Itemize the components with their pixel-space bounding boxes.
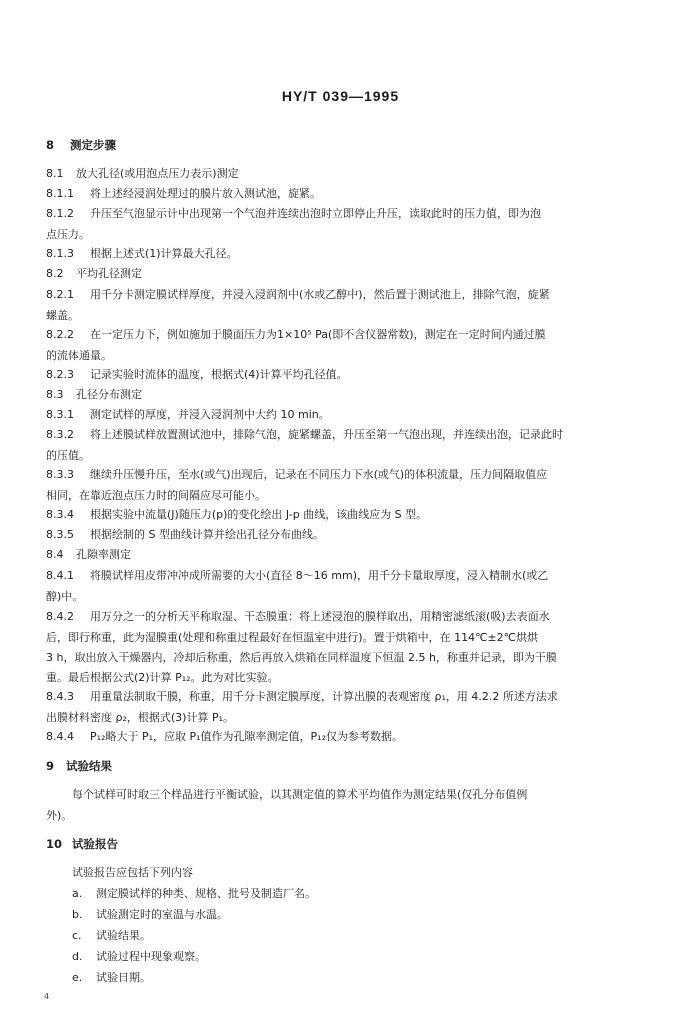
clause-number: 8.1 [46, 167, 64, 180]
clause-number: 8.2 [46, 267, 64, 280]
clause-number: 8.3.2 [46, 428, 74, 441]
clause-text: 在一定压力下，例如施加于膜面压力为1×10⁵ Pa(即不含仪器常数)，测定在一定时间内通过膜 [90, 328, 546, 341]
list-marker: e. [72, 971, 83, 984]
clause-text-cont: 的压值。 [46, 449, 90, 462]
list-marker: b. [72, 908, 83, 921]
clause-number: 8.4.2 [46, 610, 74, 623]
list-text: 试验过程中现象观察。 [96, 950, 206, 963]
clause-text: 用万分之一的分析天平称取湿、干态膜重：将上述浸泡的膜样取出，用精密滤纸滚(吸)去表面水 [90, 610, 550, 623]
paragraph: 试验报告应包括下列内容 [72, 866, 193, 879]
clause-number: 8.1.1 [46, 187, 74, 200]
clause-text-cont: 出膜材料密度 ρ₂，根据式(3)计算 P₁。 [46, 711, 235, 724]
clause-text: 将上述经浸润处理过的膜片放入测试池，旋紧。 [90, 187, 321, 200]
clause-number: 8.4.4 [46, 730, 74, 743]
clause-text: 用千分卡测定膜试样厚度，并浸入浸润剂中(水或乙醇中)，然后置于测试池上，排除气泡，旋紧 [90, 288, 550, 301]
clause-text: 根据上述式(1)计算最大孔径。 [90, 247, 238, 260]
list-text: 试验结果。 [96, 929, 151, 942]
list-marker: d. [72, 950, 83, 963]
clause-text-cont: 的流体通量。 [46, 349, 112, 362]
clause-number: 8.3.4 [46, 508, 74, 521]
clause-number: 8.4 [46, 548, 64, 561]
clause-number: 8.3 [46, 388, 64, 401]
clause-number: 8.1.2 [46, 207, 74, 220]
clause-text: 将上述膜试样放置测试池中，排除气泡，旋紧螺盖，升压至第一气泡出现，并连续出泡，记录此时 [90, 428, 563, 441]
section-number: 9 [46, 759, 55, 773]
clause-number: 8.3.3 [46, 468, 74, 481]
clause-text: 将膜试样用皮带冲冲成所需要的大小(直径 8～16 mm)，用千分卡量取厚度，浸入精制水(或乙 [90, 569, 549, 582]
clause-text-cont: 相同，在靠近泡点压力时的间隔应尽可能小。 [46, 489, 266, 502]
clause-text: 继续升压慢升压，至水(或气)出现后，记录在不同压力下水(或气)的体积流量，压力间隔取值应 [90, 468, 548, 481]
clause-text: 测定试样的厚度，并浸入浸润剂中大约 10 min。 [90, 408, 330, 421]
list-marker: a. [72, 887, 83, 900]
running-header: HY/T 039—1995 [281, 88, 400, 104]
clause-text-cont: 3 h，取出放入干燥器内，冷却后称重，然后再放入烘箱在同样温度下恒温 2.5 h，称重并记录，即为干膜 [46, 651, 557, 664]
clause-number: 8.3.5 [46, 528, 74, 541]
page-number: 4 [44, 992, 50, 1001]
section-number: 10 [46, 837, 63, 851]
list-marker: c. [72, 929, 82, 942]
clause-number: 8.4.3 [46, 690, 74, 703]
paragraph: 每个试样可时取三个样品进行平衡试验，以其测定值的算术平均值作为测定结果(仅孔分布值例 [72, 788, 528, 801]
section-number: 8 [46, 138, 55, 152]
clause-number: 8.2.3 [46, 368, 74, 381]
list-text: 试验测定时的室温与水温。 [96, 908, 228, 921]
clause-text: 记录实验时流体的温度，根据式(4)计算平均孔径值。 [90, 368, 348, 381]
clause-text-cont: 重。最后根据公式(2)计算 P₁₂。此为对比实验。 [46, 671, 279, 684]
clause-text: P₁₂略大于 P₁，应取 P₁值作为孔隙率测定值，P₁₂仅为参考数据。 [90, 730, 403, 743]
section-title: 试验报告 [72, 837, 118, 851]
clause-number: 8.2.1 [46, 288, 74, 301]
clause-text-cont: 螺盖。 [46, 309, 79, 322]
section-title: 测定步骤 [70, 138, 116, 152]
clause-text: 升压至气泡显示计中出现第一个气泡并连续出泡时立即停止升压，读取此时的压力值，即为泡 [90, 207, 541, 220]
clause-text-cont: 醇)中。 [46, 590, 84, 603]
paragraph-cont: 外)。 [46, 809, 73, 822]
section-title: 试验结果 [66, 759, 112, 773]
clause-text: 用重量法制取干膜，称重，用千分卡测定膜厚度，计算出膜的表观密度 ρ₁，用 4.2.2 所述方法求 [90, 690, 558, 703]
clause-title: 孔径分布测定 [76, 388, 142, 401]
clause-title: 平均孔径测定 [76, 267, 142, 280]
clause-text-cont: 后，即行称重，此为湿膜重(处理和称重过程最好在恒温室中进行)。置于烘箱中，在 114℃±2℃烘烘 [46, 631, 538, 644]
clause-title: 放大孔径(或用泡点压力表示)测定 [76, 167, 239, 180]
clause-text: 根据实验中流量(J)随压力(p)的变化绘出 J-p 曲线，该曲线应为 S 型。 [90, 508, 428, 521]
clause-title: 孔隙率测定 [76, 548, 131, 561]
clause-number: 8.1.3 [46, 247, 74, 260]
clause-number: 8.2.2 [46, 328, 74, 341]
list-text: 测定膜试样的种类、规格、批号及制造厂名。 [96, 887, 316, 900]
clause-text-cont: 点压力。 [46, 228, 90, 241]
clause-number: 8.3.1 [46, 408, 74, 421]
clause-number: 8.4.1 [46, 569, 74, 582]
clause-text: 根据绘制的 S 型曲线计算并绘出孔径分布曲线。 [90, 528, 324, 541]
list-text: 试验日期。 [96, 971, 151, 984]
